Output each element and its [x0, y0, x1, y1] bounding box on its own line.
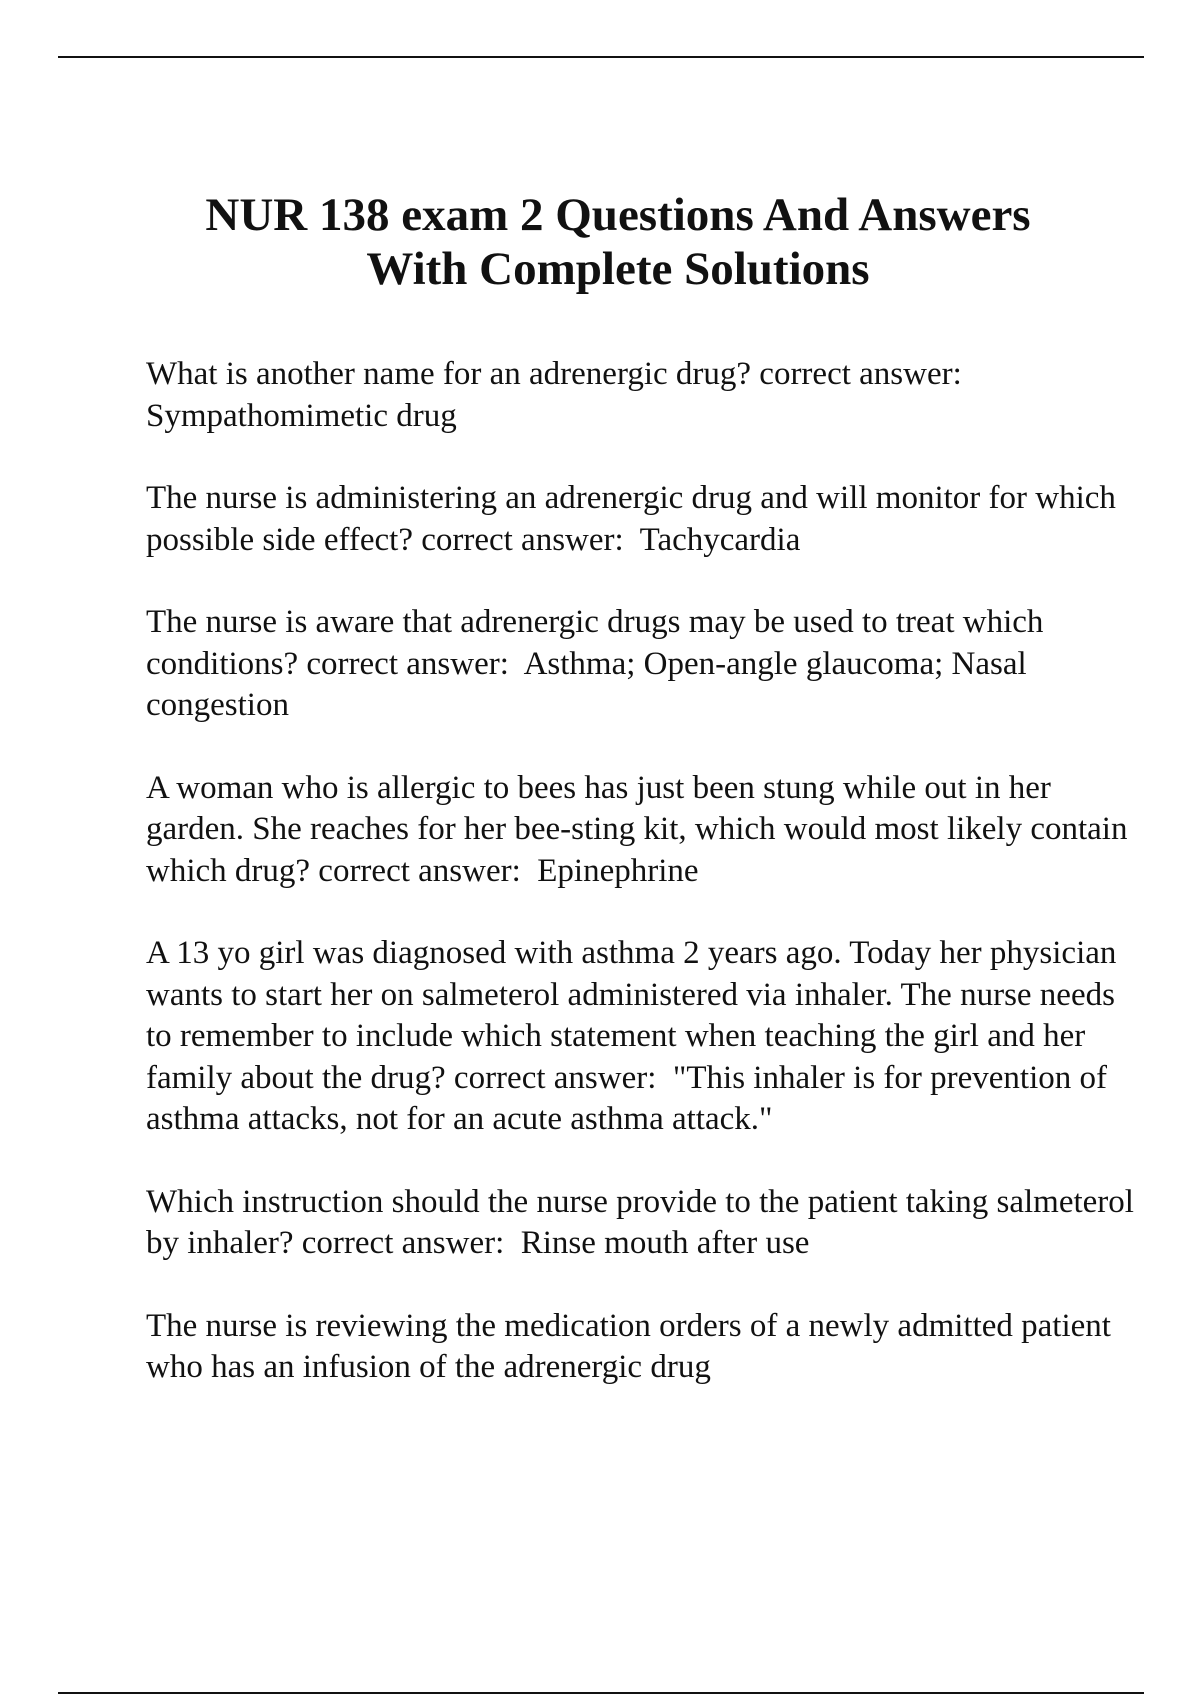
qa-item — [146, 768, 1146, 893]
question-text: A 13 yo girl was diagnosed with asthma 2 years ago. Today her physician wants to start her on salmeterol administered via inhaler. The nurse needs to remember to include which statement when teaching the girl and her family about the drug? — [146, 935, 1117, 1096]
trailing-question-text: The nurse is reviewing the medication orders of a newly admitted patient who has an infusion of the adrenergic drug — [146, 1307, 1111, 1385]
answer-text: "This inhaler is for prevention of asthma attacks, not for an acute asthma attack." — [146, 1059, 1107, 1137]
answer-label: correct answer: — [421, 521, 624, 558]
answer-label: correct answer: — [759, 356, 962, 392]
answer-label: correct answer: — [318, 852, 521, 889]
answer-label: correct answer: — [301, 1225, 505, 1261]
qa-item — [146, 933, 1146, 1141]
answer-text: Asthma; Open-angle glaucoma; Nasal congestion — [146, 645, 1027, 723]
qa-item — [146, 1182, 1146, 1265]
question-text: Which instruction should the nurse provide to the patient taking salmeterol by inhaler? — [146, 1183, 1134, 1261]
answer-label: correct answer: — [453, 1059, 657, 1096]
answer-text: Rinse mouth after use — [520, 1225, 810, 1261]
title-line-2: With Complete Solutions — [366, 243, 870, 295]
qa-item — [146, 602, 1146, 727]
page-title — [100, 188, 1136, 296]
qa-item — [146, 354, 1146, 437]
answer-label: correct answer: — [306, 645, 509, 682]
title-line-1: NUR 138 exam 2 Questions And Answers — [205, 189, 1031, 241]
bottom-rule — [58, 1692, 1144, 1694]
qa-item-partial — [146, 1306, 1146, 1389]
top-rule — [58, 56, 1144, 58]
qa-item — [146, 478, 1146, 561]
answer-text: Epinephrine — [537, 852, 699, 889]
question-text: A woman who is allergic to bees has just been stung while out in her garden. She reaches for her bee-sting kit, which would most likely contain which drug? — [146, 769, 1128, 889]
question-text: The nurse is aware that adrenergic drugs may be used to treat which conditions? — [146, 604, 1044, 682]
qa-list — [146, 354, 1146, 1430]
question-text: What is another name for an adrenergic drug? — [146, 356, 752, 392]
question-text: The nurse is administering an adrenergic drug and will monitor for which possible side effect? — [146, 480, 1116, 558]
answer-text: Tachycardia — [639, 521, 801, 558]
answer-text: Sympathomimetic drug — [146, 397, 457, 434]
